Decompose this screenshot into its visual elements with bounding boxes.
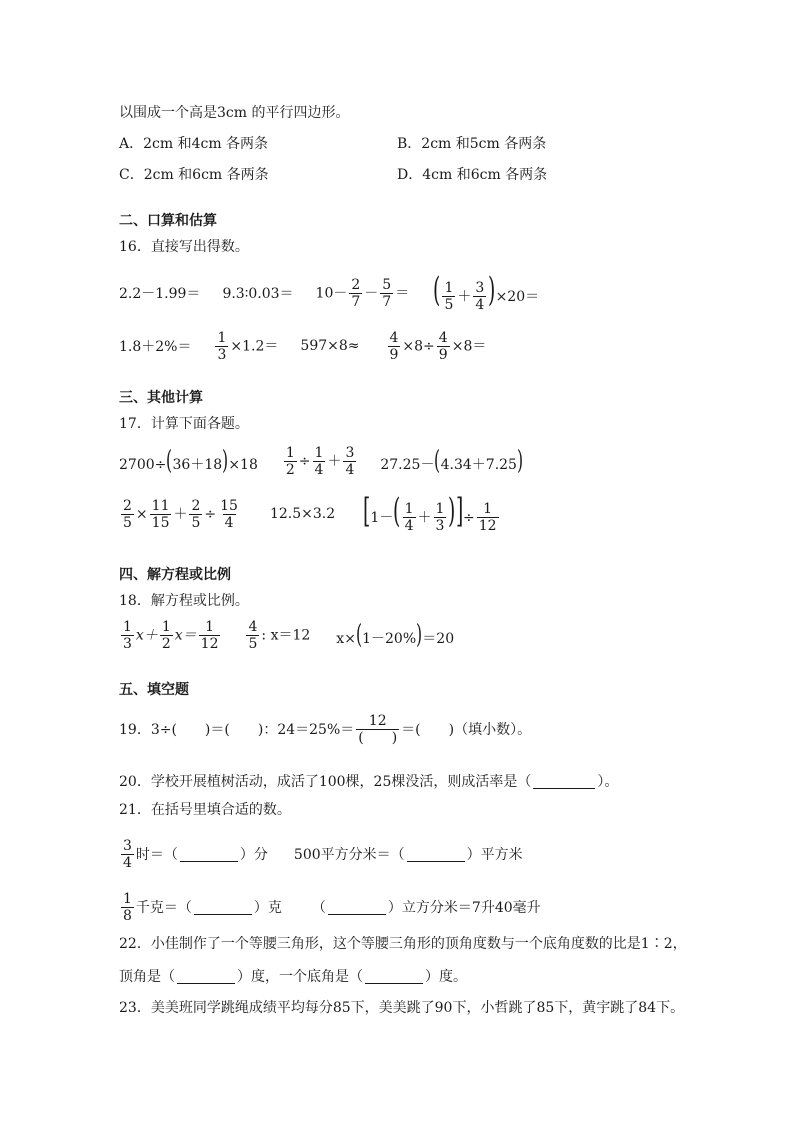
q18-eq-1: $\frac{1}{3}$ x＋ $\frac{1}{2}$ x＝ $\frac{1}{12}$ — [123, 618, 219, 652]
q21-row-2: $\frac{1}{8}$ 千克＝（ ）克 （ ）立方分米＝7升40毫升 — [123, 890, 541, 924]
q15-option-d: D．4cm 和6cm 各两条 — [397, 167, 548, 183]
q17-expr-4: $\frac{2}{5}$ × $\frac{11}{15}$ ＋ $\frac{2}{5}$ ÷ $\frac{15}{4}$ — [123, 497, 238, 531]
q18-stem: 18．解方程或比例。 — [119, 593, 249, 609]
fraction: $\frac{1}{12}$ — [478, 501, 497, 535]
fraction: $\frac{1}{3}$ — [123, 618, 132, 652]
answer-blank[interactable] — [328, 900, 386, 915]
q17-stem: 17．计算下面各题。 — [119, 416, 249, 432]
fraction: $\frac{1}{3}$ — [217, 329, 227, 363]
q19-fraction: $\frac{12}{( )}$ — [358, 712, 398, 746]
q17-row-2 — [119, 492, 501, 536]
q19-number: 19． — [119, 722, 151, 738]
fraction: $\frac{3}{4}$ — [345, 444, 355, 478]
q16-expr-3: 10－ $\frac{2}{7}$ － $\frac{5}{7}$ ＝ — [315, 276, 410, 310]
q16-row-1 — [119, 269, 540, 314]
fraction: $\frac{4}{9}$ — [438, 329, 448, 363]
fraction: $\frac{4}{9}$ — [389, 329, 399, 363]
q17-expr-5: 12.5×3.2 — [269, 506, 336, 522]
answer-blank[interactable] — [180, 847, 238, 862]
fraction: $\frac{11}{15}$ — [151, 497, 170, 531]
fraction: $\frac{4}{5}$ — [248, 618, 258, 652]
answer-blank[interactable] — [194, 900, 252, 915]
q15-option-c: C．2cm 和6cm 各两条 — [119, 167, 269, 183]
fraction: $\frac{3}{4}$ — [475, 280, 485, 314]
fraction: $\frac{1}{8}$ — [123, 890, 132, 924]
fraction: $\frac{3}{4}$ — [123, 837, 132, 871]
q17-expr-1: 2700÷(36＋18)×18 — [119, 446, 258, 476]
q23-text: 23．美美班同学跳绳成绩平均每分85下，美美跳了90下，小哲跳了85下，黄宇跳了84下。 — [119, 1000, 685, 1016]
q16-expr-4: ( $\frac{1}{5}$ ＋ $\frac{3}{4}$ )×20＝ — [433, 269, 540, 314]
q16-expr-1: 2.2－1.99＝ — [119, 286, 201, 302]
q16-expr-8: $\frac{4}{9}$ ×8÷ $\frac{4}{9}$ ×8＝ — [389, 329, 487, 363]
fraction: $\frac{15}{4}$ — [220, 497, 238, 531]
fraction: $\frac{1}{4}$ — [404, 501, 414, 535]
q22-line-1: 22．小佳制作了一个等腰三角形，这个等腰三角形的顶角度数与一个底角度数的比是1∶2， — [119, 936, 687, 952]
q18-eq-3: x×(1－20%)＝20 — [336, 620, 455, 650]
fraction: $\frac{1}{5}$ — [444, 280, 454, 314]
answer-blank[interactable] — [365, 969, 423, 984]
q21-row-1: $\frac{3}{4}$ 时＝（ ）分 500平方分米＝（ ）平方米 — [123, 837, 523, 871]
fraction: $\frac{2}{5}$ — [123, 497, 132, 531]
q22-line-2: 顶角是（ ）度，一个底角是（ ）度。 — [119, 969, 467, 985]
section-4-title: 四、解方程或比例 — [119, 567, 231, 583]
q20-end: ）。 — [597, 774, 619, 790]
q17-expr-2: $\frac{1}{2}$ ÷ $\frac{1}{4}$ ＋ $\frac{3}{4}$ — [285, 444, 355, 478]
section-2-title: 二、口算和估算 — [119, 213, 217, 229]
q16-row-2 — [119, 325, 486, 367]
q17-expr-3: 27.25－(4.34＋7.25) — [380, 446, 524, 476]
q16-expr-5: 1.8＋2%＝ — [119, 339, 192, 355]
q17-expr-6: [1－( $\frac{1}{4}$ ＋ $\frac{1}{3}$ )]÷ $\frac{1}{12}$ — [363, 490, 497, 535]
q16-expr-7: 597×8≈ — [300, 338, 360, 354]
fraction: $\frac{1}{4}$ — [314, 444, 324, 478]
q18-row — [119, 614, 454, 656]
q16-expr-2: 9.3∶0.03＝ — [222, 286, 294, 302]
q15-option-b: B．2cm 和5cm 各两条 — [397, 136, 547, 152]
answer-blank[interactable] — [177, 969, 235, 984]
section-3-title: 三、其他计算 — [119, 390, 203, 406]
q21-stem: 21．在括号里填合适的数。 — [119, 802, 291, 818]
q16-expr-6: $\frac{1}{3}$ ×1.2＝ — [217, 329, 279, 363]
q16-stem: 16．直接写出得数。 — [119, 239, 249, 255]
fraction: $\frac{5}{7}$ — [382, 276, 392, 310]
q15-tail: 以围成一个高是3cm 的平行四边形。 — [119, 105, 350, 121]
q20-text: 20．学校开展植树活动，成活了100棵，25棵没活，则成活率是（ — [119, 774, 532, 790]
fraction: $\frac{2}{7}$ — [351, 276, 361, 310]
fraction: $\frac{2}{5}$ — [191, 497, 201, 531]
q19-part-2: ＝( )（填小数）。 — [401, 722, 532, 738]
q17-row-1 — [119, 440, 523, 482]
q19-part-1: 3÷( )＝( )：24＝25%＝ — [150, 722, 355, 738]
answer-blank[interactable] — [533, 774, 595, 789]
q15-option-a: A．2cm 和4cm 各两条 — [119, 136, 269, 152]
fraction: $\frac{1}{3}$ — [435, 501, 445, 535]
fraction: $\frac{1}{2}$ — [161, 618, 171, 652]
section-5-title: 五、填空题 — [119, 682, 189, 698]
q20-row — [119, 770, 618, 792]
q18-eq-2: $\frac{4}{5}$ : x＝12 — [248, 618, 311, 652]
fraction: $\frac{1}{2}$ — [285, 444, 295, 478]
q19-row — [119, 708, 531, 750]
answer-blank[interactable] — [407, 847, 465, 862]
fraction: $\frac{1}{12}$ — [200, 618, 219, 652]
